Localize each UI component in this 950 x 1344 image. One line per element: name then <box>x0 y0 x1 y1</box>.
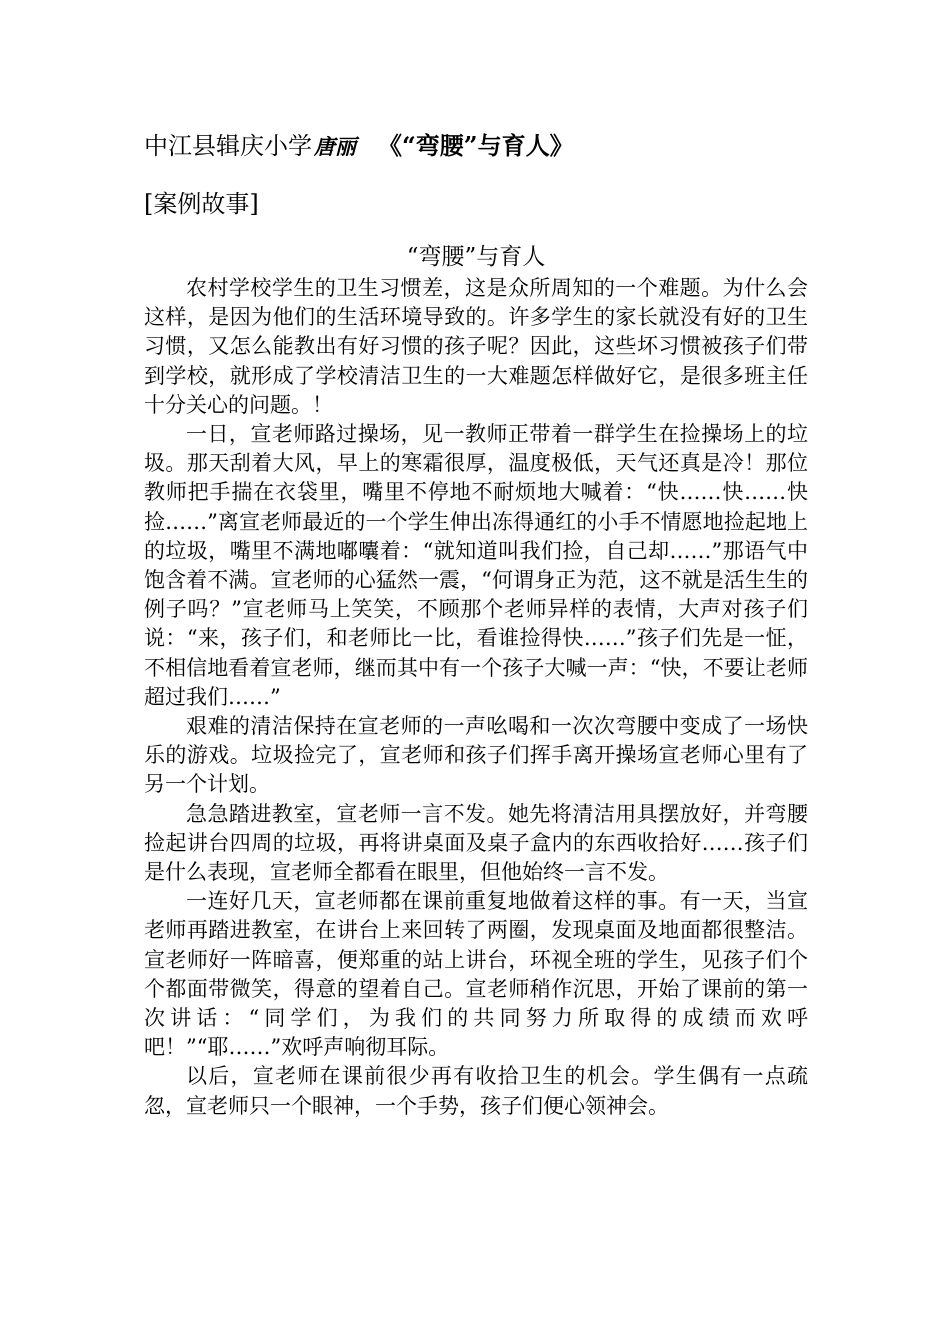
document-header <box>144 126 808 166</box>
paragraph-5: 一连好几天，宣老师都在课前重复地做着这样的事。有一天，当宣老师再踏进教室，在讲台上来回转了两圈，发现桌面及地面都很整洁。宣老师好一阵暗喜，便郑重的站上讲台，环视全班的学生，见孩子们个个都面带微笑，得意的望着自己。宣老师稍作沉思，开始了课前的第一次讲话：“同学们，为我们的共同努力所取得的成绩而欢呼吧！”“耶……”欢呼声响彻耳际。 <box>144 889 808 1060</box>
paragraph-6: 以后，宣老师在课前很少再有收拾卫生的机会。学生偶有一点疏忽，宣老师只一个眼神，一个手势，孩子们便心领神会。 <box>144 1064 808 1118</box>
document-title: 《“弯腰”与育人》 <box>378 131 574 160</box>
document-page <box>144 126 808 1121</box>
school-name: 中江县辑庆小学 <box>144 132 312 160</box>
paragraph-2: 一日，宣老师路过操场，见一教师正带着一群学生在捡操场上的垃圾。那天刮着大风，早上的寒霜很厚，温度极低，天气还真是冷！那位教师把手揣在衣袋里，嘴里不停地不耐烦地大喊着：“快……快……快捡……”离宣老师最近的一个学生伸出冻得通红的小手不情愿地捡起地上的垃圾，嘴里不满地嘟囔着：“就知道叫我们捡，自己却……”那语气中饱含着不满。宣老师的心猛然一震，“何谓身正为范，这不就是活生生的例子吗？”宣老师马上笑笑，不顾那个老师异样的表情，大声对孩子们说：“来，孩子们，和老师比一比，看谁捡得快……”孩子们先是一怔，不相信地看着宣老师，继而其中有一个孩子大喊一声：“快，不要让老师超过我们……” <box>144 422 808 709</box>
paragraph-4: 急急踏进教室，宣老师一言不发。她先将清洁用具摆放好，并弯腰捡起讲台四周的垃圾，再将讲桌面及桌子盒内的东西收拾好……孩子们是什么表现，宣老师全都看在眼里，但他始终一言不发。 <box>144 801 808 885</box>
author-name: 唐丽 <box>314 134 356 159</box>
story-title: “弯腰”与育人 <box>406 244 546 270</box>
paragraph-3: 艰难的清洁保持在宣老师的一声吆喝和一次次弯腰中变成了一场快乐的游戏。垃圾捡完了，宣老师和孩子们挥手离开操场宣老师心里有了另一个计划。 <box>144 714 808 797</box>
paragraph-1: 农村学校学生的卫生习惯差，这是众所周知的一个难题。为什么会这样，是因为他们的生活环境导致的。许多学生的家长就没有好的卫生习惯，又怎么能教出有好习惯的孩子呢？因此，这些坏习惯被孩子们带到学校，就形成了学校清洁卫生的一大难题怎样做好它，是很多班主任十分关心的问题。！ <box>144 276 808 417</box>
section-label: [案例故事] <box>144 190 259 218</box>
